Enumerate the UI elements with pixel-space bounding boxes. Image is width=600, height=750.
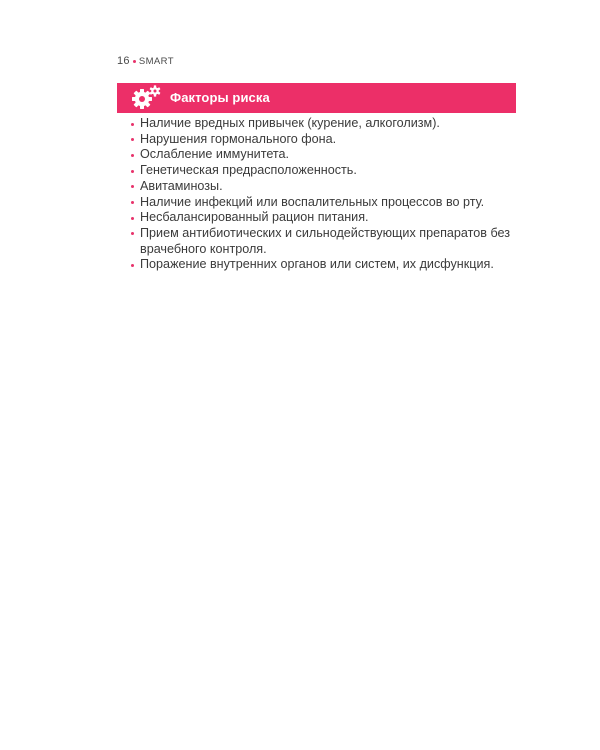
page-header (117, 55, 174, 67)
page-number: 16 (117, 55, 130, 67)
list-item (130, 132, 530, 148)
list-item-text: Несбалансированный рацион питания. (140, 210, 369, 225)
list-item (130, 210, 530, 226)
section-heading-bar (117, 83, 516, 113)
list-item-text: Наличие вредных привычек (курение, алкоголизм). (140, 116, 440, 130)
risk-factors-list (130, 116, 530, 273)
list-item (130, 147, 530, 163)
bullet-dot-icon (131, 138, 134, 141)
list-item-text: Поражение внутренних органов или систем, их дисфункция. (140, 257, 494, 272)
list-item (130, 226, 530, 257)
list-item (130, 257, 530, 273)
section-title: Факторы риска (170, 90, 270, 105)
bullet-dot-icon (131, 201, 134, 204)
brand-name: SMART (138, 55, 174, 67)
list-item (130, 195, 530, 211)
gears-icon (130, 83, 166, 113)
list-item (130, 179, 530, 195)
list-item-text: Генетическая предрасположенность. (140, 163, 357, 178)
bullet-dot-icon (131, 170, 134, 173)
list-item (130, 163, 530, 179)
bullet-dot-icon (131, 123, 134, 126)
list-item-text: Нарушения гормонального фона. (140, 131, 337, 146)
bullet-dot-icon (131, 154, 134, 157)
bullet-dot-icon (131, 185, 134, 188)
bullet-dot-icon (131, 217, 134, 220)
list-item-text: Прием антибиотических и сильнодействующих препаратов без врачебного контроля. (140, 225, 511, 256)
bullet-dot-icon (131, 264, 134, 267)
list-item (130, 116, 530, 132)
bullet-dot-icon (131, 232, 134, 235)
list-item-text: Авитаминозы. (140, 178, 223, 193)
list-item-text: Ослабление иммунитета. (140, 147, 290, 162)
header-separator-dot (133, 60, 136, 63)
list-item-text: Наличие инфекций или воспалительных процессов во рту. (140, 194, 485, 209)
